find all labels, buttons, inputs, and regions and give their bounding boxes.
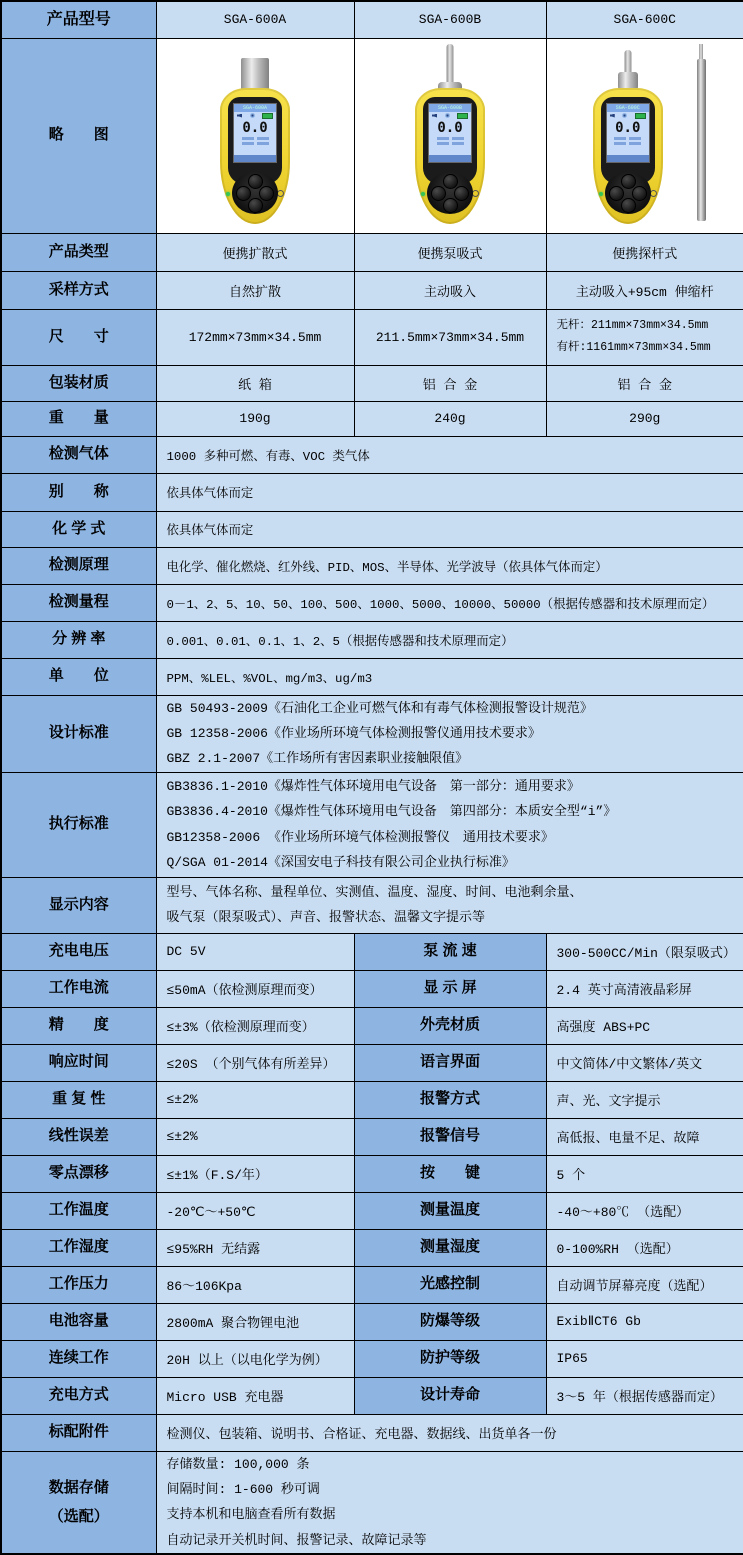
model-name: SGA-600B: [354, 1, 546, 38]
speaker-icon: [237, 114, 242, 118]
device-image-sga-600a: [175, 42, 335, 230]
screen-info-row: [429, 141, 471, 146]
row-label: 连续工作: [1, 1340, 156, 1377]
spec-value: 190g: [156, 401, 354, 436]
screen-info-row: [607, 141, 649, 146]
table-row: [1, 473, 743, 511]
table-row: [1, 38, 743, 233]
table-row: [1, 1192, 743, 1229]
screen-reading: 0.0: [429, 120, 471, 136]
row-label: 别 称: [1, 473, 156, 511]
row-label: 防爆等级: [354, 1303, 546, 1340]
table-row: [1, 1118, 743, 1155]
table-row: [1, 1155, 743, 1192]
battery-icon: [635, 113, 646, 119]
telescopic-rod: [697, 59, 706, 221]
info-bar: [614, 142, 626, 145]
table-row: [1, 547, 743, 584]
power-icon: [472, 190, 479, 197]
button-pad: [427, 172, 473, 214]
spec-value: 5 个: [546, 1155, 743, 1192]
power-led: [226, 192, 230, 196]
spec-value: ≤±2%: [156, 1081, 354, 1118]
row-label: 产品类型: [1, 233, 156, 271]
screen-reading: 0.0: [607, 120, 649, 136]
row-label: 充电方式: [1, 1377, 156, 1414]
table-row: [1, 695, 743, 772]
row-label: 分 辨 率: [1, 621, 156, 658]
spec-value: 电化学、催化燃烧、红外线、PID、MOS、半导体、光学波导（依具体气体而定）: [156, 547, 743, 584]
spec-value: 高强度 ABS+PC: [546, 1007, 743, 1044]
device-image-sga-600b: [370, 42, 530, 230]
spec-value: 铝 合 金: [546, 365, 743, 401]
nav-button: [609, 186, 624, 201]
row-label: 执行标准: [1, 772, 156, 877]
cell-line: 存储数量: 100,000 条: [167, 1452, 743, 1477]
fan-icon: [445, 113, 450, 118]
table-row: [1, 1044, 743, 1081]
spec-value: 主动吸入+95cm 伸缩杆: [546, 271, 743, 309]
spec-value: ≤95%RH 无结露: [156, 1229, 354, 1266]
row-label: 工作湿度: [1, 1229, 156, 1266]
screen-status-icons: [234, 112, 276, 120]
spec-value: ≤±3%（依检测原理而变）: [156, 1007, 354, 1044]
power-led: [599, 192, 603, 196]
spec-value: 中文简体/中文繁体/英文: [546, 1044, 743, 1081]
spec-value: 自动调节屏幕亮度（选配）: [546, 1266, 743, 1303]
device-body: [415, 88, 485, 224]
row-label: 尺 寸: [1, 309, 156, 365]
info-bar: [242, 137, 254, 140]
spec-value: 纸 箱: [156, 365, 354, 401]
cell-line: 有杆:1161mm×73mm×34.5mm: [552, 337, 743, 359]
device-body: [220, 88, 290, 224]
cell-line: GBZ 2.1-2007《工作场所有害因素职业接触限值》: [167, 746, 743, 771]
row-label: 外壳材质: [354, 1007, 546, 1044]
info-bar: [452, 142, 464, 145]
device-cell: [156, 38, 354, 233]
info-bar: [614, 137, 626, 140]
spec-value: DC 5V: [156, 933, 354, 970]
spec-value: [156, 877, 743, 933]
device-front-panel: [228, 97, 282, 184]
row-label: 单 位: [1, 658, 156, 695]
cell-line: 间隔时间: 1-600 秒可调: [167, 1477, 743, 1502]
model-name: SGA-600A: [156, 1, 354, 38]
device-front-panel: [601, 97, 655, 184]
screen-reading: 0.0: [234, 120, 276, 136]
power-icon: [277, 190, 284, 197]
table-row: [1, 772, 743, 877]
telescopic-rod-tip: [699, 44, 703, 60]
table-row: [1, 877, 743, 933]
cell-line: GB 12358-2006《作业场所环境气体检测报警仪通用技术要求》: [167, 721, 743, 746]
cell-line: 支持本机和电脑查看所有数据: [167, 1502, 743, 1527]
spec-value: IP65: [546, 1340, 743, 1377]
table-row: [1, 1451, 743, 1554]
spec-value: -20℃～+50℃: [156, 1192, 354, 1229]
info-bar: [257, 142, 269, 145]
spec-value: ≤50mA（依检测原理而变）: [156, 970, 354, 1007]
screen-status-icons: [429, 112, 471, 120]
spec-value: 86～106Kpa: [156, 1266, 354, 1303]
device-cell: [546, 38, 743, 233]
spec-value: -40～+80℃ （选配）: [546, 1192, 743, 1229]
battery-icon: [262, 113, 273, 119]
spec-value: 依具体气体而定: [156, 511, 743, 547]
button-pad: [232, 172, 278, 214]
sensor-cap: [241, 58, 269, 90]
spec-value: 便携扩散式: [156, 233, 354, 271]
row-label: 工作温度: [1, 1192, 156, 1229]
row-label: 线性误差: [1, 1118, 156, 1155]
table-row: [1, 436, 743, 473]
table-row: [1, 271, 743, 309]
nav-button: [259, 186, 274, 201]
row-label: 略 图: [1, 38, 156, 233]
row-label: 显 示 屏: [354, 970, 546, 1007]
cell-line: GB3836.4-2010《爆炸性气体环境用电气设备 第四部分：本质安全型“i”》: [167, 799, 743, 824]
row-label: 泵 流 速: [354, 933, 546, 970]
cell-line: Q/SGA 01-2014《深国安电子科技有限公司企业执行标准》: [167, 850, 743, 875]
nav-button: [431, 186, 446, 201]
table-row: [1, 1, 743, 38]
device-image-sga-600c: [565, 42, 725, 230]
spec-value: [546, 309, 743, 365]
spec-value: 0-100%RH （选配）: [546, 1229, 743, 1266]
info-bar: [437, 142, 449, 145]
row-label: 工作电流: [1, 970, 156, 1007]
fan-icon: [250, 113, 255, 118]
speaker-icon: [432, 114, 437, 118]
spec-value: 290g: [546, 401, 743, 436]
spec-value: [156, 695, 743, 772]
spec-value: ExibⅡCT6 Gb: [546, 1303, 743, 1340]
table-row: [1, 511, 743, 547]
table-row: [1, 584, 743, 621]
nav-button: [236, 186, 251, 201]
power-led: [421, 192, 425, 196]
cell-line: （选配）: [2, 1502, 156, 1531]
row-label: 语言界面: [354, 1044, 546, 1081]
spec-value: [156, 772, 743, 877]
spec-value: 1000 多种可燃、有毒、VOC 类气体: [156, 436, 743, 473]
spec-value: 主动吸入: [354, 271, 546, 309]
row-label: 采样方式: [1, 271, 156, 309]
spec-value: 2800mA 聚合物锂电池: [156, 1303, 354, 1340]
row-label: 检测原理: [1, 547, 156, 584]
table-row: [1, 309, 743, 365]
device-cell: [354, 38, 546, 233]
table-row: [1, 1414, 743, 1451]
spec-value: PPM、%LEL、%VOL、mg/m3、ug/m3: [156, 658, 743, 695]
power-icon: [650, 190, 657, 197]
cell-line: 数据存储: [2, 1473, 156, 1502]
info-bar: [629, 137, 641, 140]
screen-model-text: SGA-600A: [234, 104, 276, 112]
nav-button: [454, 186, 469, 201]
row-label: 重 复 性: [1, 1081, 156, 1118]
row-label: [1, 1451, 156, 1554]
screen-datetime-bar: [429, 155, 471, 162]
spec-value: 铝 合 金: [354, 365, 546, 401]
row-label: 化 学 式: [1, 511, 156, 547]
table-row: [1, 970, 743, 1007]
screen-status-icons: [607, 112, 649, 120]
spec-value: [156, 1451, 743, 1554]
row-label: 包装材质: [1, 365, 156, 401]
spec-value: Micro USB 充电器: [156, 1377, 354, 1414]
spec-value: 依具体气体而定: [156, 473, 743, 511]
nav-button: [632, 186, 647, 201]
screen-info-row: [234, 141, 276, 146]
probe-collar: [618, 72, 638, 90]
row-label: 精 度: [1, 1007, 156, 1044]
row-label: 测量湿度: [354, 1229, 546, 1266]
speaker-icon: [610, 114, 615, 118]
nav-button: [443, 198, 458, 213]
button-pad: [605, 172, 651, 214]
row-label: 防护等级: [354, 1340, 546, 1377]
device-body: [593, 88, 663, 224]
row-label: 按 键: [354, 1155, 546, 1192]
info-bar: [437, 137, 449, 140]
spec-value: 300-500CC/Min（限泵吸式）: [546, 933, 743, 970]
spec-value: ≤±2%: [156, 1118, 354, 1155]
row-label: 检测量程: [1, 584, 156, 621]
table-row: [1, 658, 743, 695]
spec-value: 检测仪、包装箱、说明书、合格证、充电器、数据线、出货单各一份: [156, 1414, 743, 1451]
spec-value: 2.4 英寸高清液晶彩屏: [546, 970, 743, 1007]
cell-line: GB12358-2006 《作业场所环境气体检测报警仪 通用技术要求》: [167, 825, 743, 850]
table-row: [1, 1266, 743, 1303]
device-screen: [606, 103, 650, 163]
table-row: [1, 1340, 743, 1377]
row-label: 报警信号: [354, 1118, 546, 1155]
device-screen: [428, 103, 472, 163]
screen-model-text: SGA-600B: [429, 104, 471, 112]
table-row: [1, 1007, 743, 1044]
table-row: [1, 1303, 743, 1340]
row-label: 测量温度: [354, 1192, 546, 1229]
row-label: 零点漂移: [1, 1155, 156, 1192]
info-bar: [257, 137, 269, 140]
table-row: [1, 401, 743, 436]
cell-line: 型号、气体名称、量程单位、实测值、温度、湿度、时间、电池剩余量、: [167, 880, 743, 905]
model-name: SGA-600C: [546, 1, 743, 38]
row-label: 充电电压: [1, 933, 156, 970]
row-label: 产品型号: [1, 1, 156, 38]
spec-value: 高低报、电量不足、故障: [546, 1118, 743, 1155]
battery-icon: [457, 113, 468, 119]
row-label: 标配附件: [1, 1414, 156, 1451]
row-label: 检测气体: [1, 436, 156, 473]
spec-value: ≤20S （个别气体有所差异）: [156, 1044, 354, 1081]
table-row: [1, 233, 743, 271]
table-row: [1, 1081, 743, 1118]
table-row: [1, 1229, 743, 1266]
spec-value: ≤±1%（F.S/年）: [156, 1155, 354, 1192]
screen-datetime-bar: [234, 155, 276, 162]
table-row: [1, 365, 743, 401]
spec-value: 172mm×73mm×34.5mm: [156, 309, 354, 365]
row-label: 设计标准: [1, 695, 156, 772]
info-bar: [629, 142, 641, 145]
spec-value: 便携探杆式: [546, 233, 743, 271]
spec-value: 20H 以上（以电化学为例）: [156, 1340, 354, 1377]
table-row: [1, 621, 743, 658]
info-bar: [242, 142, 254, 145]
row-label: 响应时间: [1, 1044, 156, 1081]
spec-value: 便携泵吸式: [354, 233, 546, 271]
device-screen: [233, 103, 277, 163]
spec-value: 211.5mm×73mm×34.5mm: [354, 309, 546, 365]
nav-button: [248, 198, 263, 213]
fan-icon: [622, 113, 627, 118]
spec-value: 0－1、2、5、10、50、100、500、1000、5000、10000、50000（根据传感器和技术原理而定）: [156, 584, 743, 621]
row-label: 显示内容: [1, 877, 156, 933]
row-label: 设计寿命: [354, 1377, 546, 1414]
table-row: [1, 1377, 743, 1414]
nav-button: [621, 198, 636, 213]
screen-model-text: SGA-600C: [607, 104, 649, 112]
spec-value: 3～5 年（根据传感器而定）: [546, 1377, 743, 1414]
table-row: [1, 933, 743, 970]
device-front-panel: [423, 97, 477, 184]
cell-line: 自动记录开关机时间、报警记录、故障记录等: [167, 1528, 743, 1553]
info-bar: [452, 137, 464, 140]
cell-line: 无杆：211mm×73mm×34.5mm: [552, 315, 743, 337]
row-label: 电池容量: [1, 1303, 156, 1340]
spec-value: 240g: [354, 401, 546, 436]
screen-datetime-bar: [607, 155, 649, 162]
spec-value: 声、光、文字提示: [546, 1081, 743, 1118]
row-label: 报警方式: [354, 1081, 546, 1118]
cell-line: 吸气泵（限泵吸式）、声音、报警状态、温馨文字提示等: [167, 905, 743, 930]
cell-line: GB 50493-2009《石油化工企业可燃气体和有毒气体检测报警设计规范》: [167, 696, 743, 721]
spec-value: 0.001、0.01、0.1、1、2、5（根据传感器和技术原理而定）: [156, 621, 743, 658]
spec-value: 自然扩散: [156, 271, 354, 309]
row-label: 工作压力: [1, 1266, 156, 1303]
row-label: 光感控制: [354, 1266, 546, 1303]
row-label: 重 量: [1, 401, 156, 436]
cell-line: GB3836.1-2010《爆炸性气体环境用电气设备 第一部分：通用要求》: [167, 774, 743, 799]
